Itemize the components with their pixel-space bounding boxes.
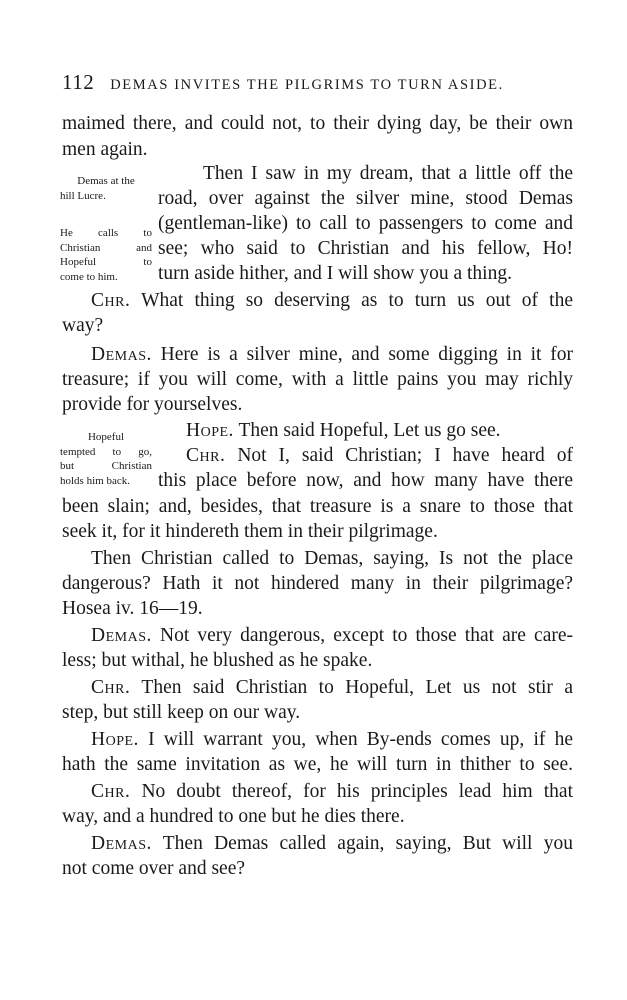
body-line: seek it, for it hindereth them in their pilgrimage.	[62, 521, 438, 542]
margin-note-line: Christian and	[60, 241, 152, 254]
body-line: maimed there, and could not, to their dying day, be their own	[62, 113, 573, 134]
margin-note-line: tempted to go,	[60, 445, 152, 458]
body-line: road, over against the silver mine, stood Demas	[158, 188, 573, 209]
speaker-label: Demas.	[91, 625, 152, 646]
speaker-label: Demas.	[91, 344, 152, 365]
body-line: Demas. Not very dangerous, except to those that are care-	[91, 625, 574, 646]
speaker-label: Chr.	[91, 781, 131, 802]
speaker-label: Hope.	[186, 420, 234, 441]
body-line: been slain; and, besides, that treasure is a snare to those that	[62, 496, 573, 517]
margin-note-line: hill Lucre.	[60, 189, 106, 202]
margin-note-line: He calls to	[60, 227, 152, 239]
page-number: 112	[62, 70, 95, 94]
body-line: turn aside hither, and I will show you a thing.	[158, 263, 512, 284]
body-line: Demas. Then Demas called again, saying, But will you	[91, 833, 573, 854]
body-line: step, but still keep on our way.	[62, 702, 301, 723]
speaker-label: Chr.	[186, 445, 226, 466]
body-line: Chr. Not I, said Christian; I have heard of	[186, 445, 574, 466]
body-line: Chr. No doubt thereof, for his principles lead him that	[91, 781, 573, 802]
speaker-label: Demas.	[91, 833, 152, 854]
body-line: Chr. Then said Christian to Hopeful, Let us not stir a	[91, 677, 573, 698]
body-line: not come over and see?	[62, 858, 246, 879]
margin-note-demas	[60, 174, 152, 203]
body-line: (gentleman-like) to call to passengers to come and	[158, 213, 573, 234]
margin-note-calls	[60, 226, 152, 284]
body-line: Then I saw in my dream, that a little off the	[203, 163, 573, 184]
margin-note-line: Demas at the	[77, 175, 135, 187]
body-line: treasure; if you will come, with a little pains you may richly	[62, 369, 573, 390]
body-line: provide for yourselves.	[62, 394, 243, 415]
body-line: Then Christian called to Demas, saying, Is not the place	[91, 548, 573, 569]
body-line: dangerous? Hath it not hindered many in their pilgrimage?	[62, 573, 573, 594]
body-line: Hope. I will warrant you, when By-ends comes up, if he	[91, 729, 573, 750]
margin-note-line: Hopeful to	[60, 256, 152, 268]
speaker-label: Chr.	[91, 290, 131, 311]
body-line: Hosea iv. 16—19.	[62, 598, 203, 619]
body-line: Chr. What thing so deserving as to turn us out of the	[91, 290, 573, 311]
margin-note-line: Hopeful	[87, 431, 125, 443]
margin-note-line: come to him.	[60, 270, 118, 283]
speaker-label: Chr.	[91, 677, 131, 698]
body-line: way?	[62, 315, 104, 336]
margin-note-line: holds him back.	[60, 474, 130, 487]
body-line: men again.	[62, 139, 148, 160]
page-header	[62, 70, 522, 95]
speaker-label: Hope.	[91, 729, 139, 750]
body-line: way, and a hundred to one but he dies there.	[62, 806, 405, 827]
body-line: Hope. Then said Hopeful, Let us go see.	[186, 420, 501, 441]
body-line: hath the same invitation as we, he will turn in thither to see.	[62, 754, 573, 775]
body-line: this place before now, and how many have there	[158, 470, 573, 491]
body-line: less; but withal, he blushed as he spake.	[62, 650, 373, 671]
running-title: DEMAS INVITES THE PILGRIMS TO TURN ASIDE.	[110, 77, 504, 93]
margin-note-line: but Christian	[60, 460, 152, 472]
body-line: Demas. Here is a silver mine, and some digging in it for	[91, 344, 573, 365]
body-line: see; who said to Christian and his fellow, Ho!	[158, 238, 573, 259]
margin-note-hopeful	[60, 430, 152, 488]
